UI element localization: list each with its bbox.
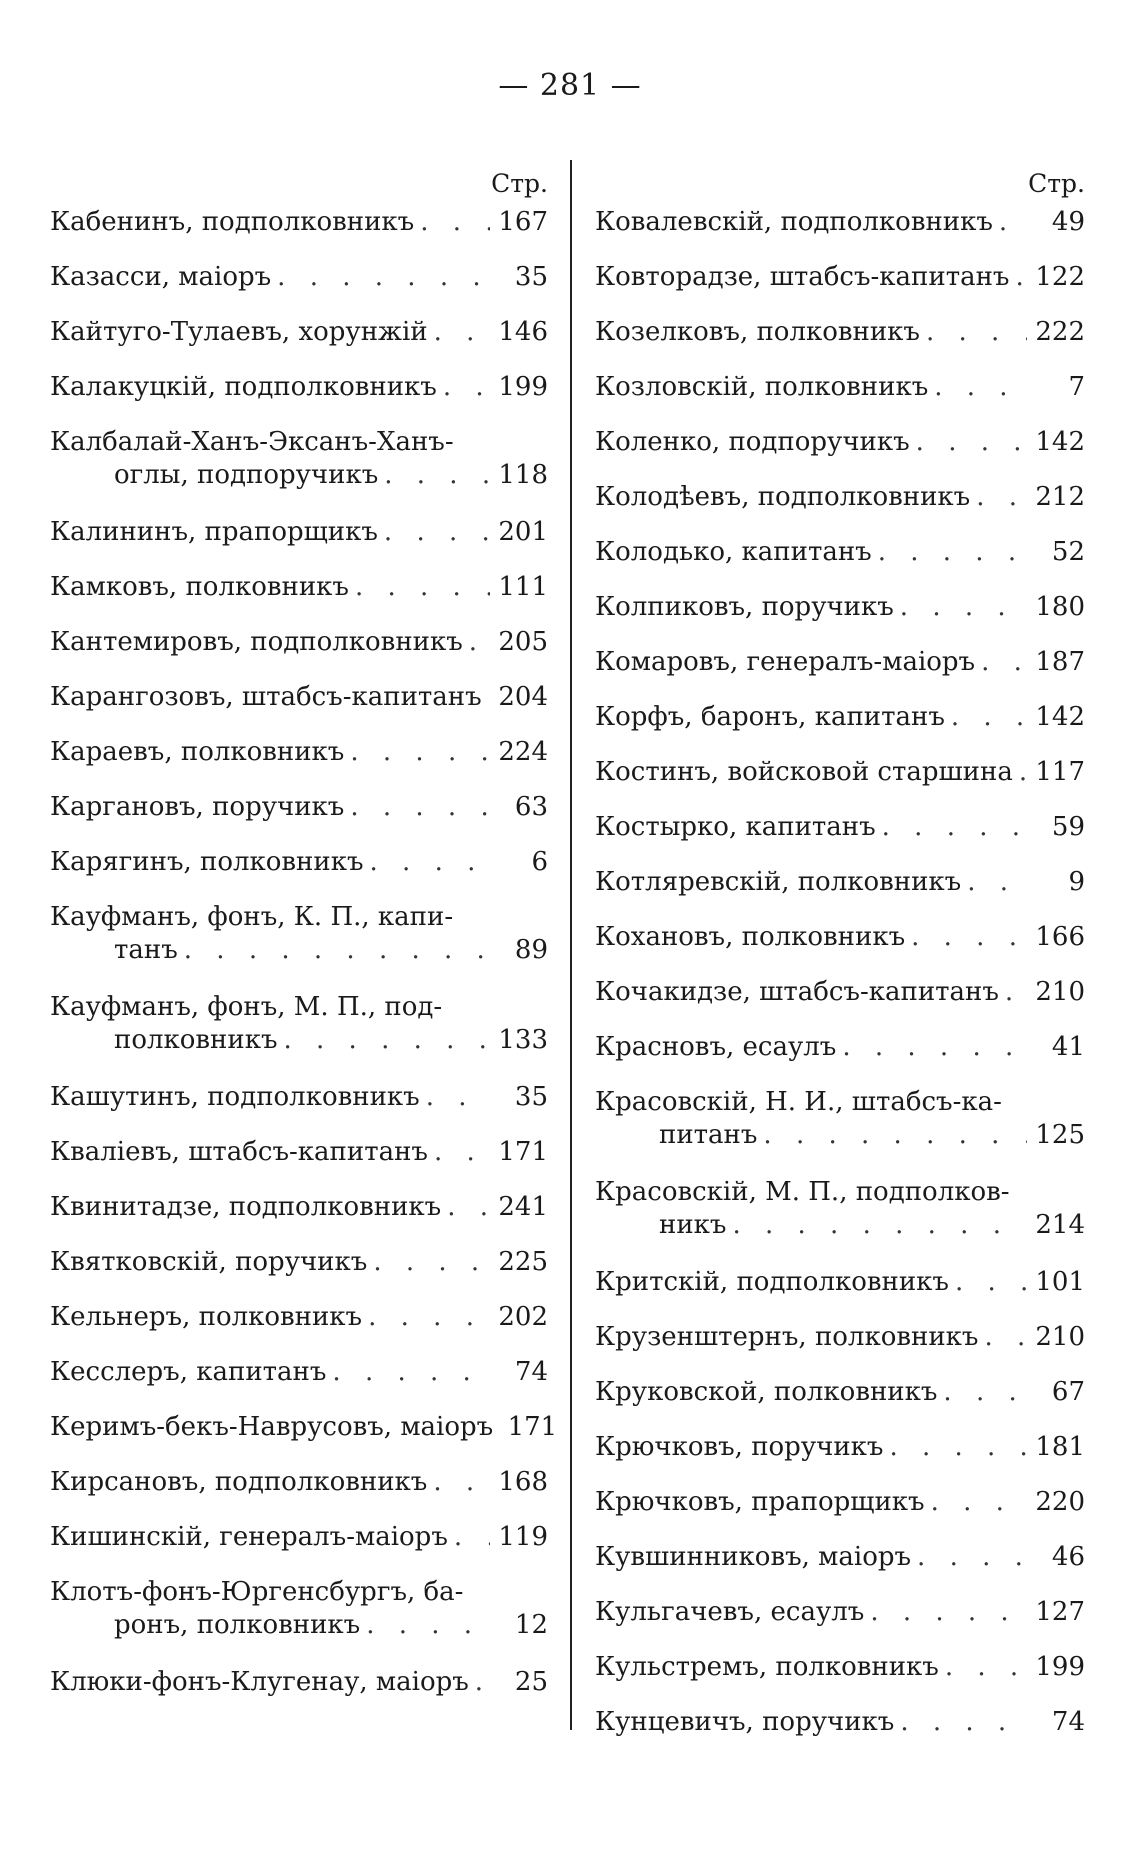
entry-page: 210 (1035, 1322, 1085, 1352)
index-entry (50, 1246, 548, 1301)
entry-name-continuation: ронъ, полковникъ (114, 1610, 361, 1640)
index-entry (50, 1356, 548, 1411)
entry-page: 142 (1035, 427, 1085, 457)
leader-dots (900, 591, 1027, 624)
entry-name: Козелковъ, полковникъ (595, 317, 920, 347)
leader-dots (373, 1246, 490, 1279)
index-list (50, 206, 558, 1721)
index-entry (50, 736, 548, 791)
leader-dots (976, 481, 1027, 514)
index-entry (50, 791, 548, 846)
entry-name: Калбалай-Ханъ-Эксанъ-Ханъ- (50, 427, 454, 457)
entry-page: 35 (514, 262, 548, 292)
entry-page: 49 (1051, 207, 1085, 237)
leader-dots (184, 934, 490, 967)
entry-name: Керимъ-бекъ-Наврусовъ, маіоръ (50, 1412, 494, 1442)
entry-name: Колодѣевъ, подполковникъ (595, 482, 971, 512)
leader-dots (882, 811, 1027, 844)
leader-dots (870, 1596, 1027, 1629)
entry-name: Ковалевскій, подполковникъ (595, 207, 993, 237)
entry-page: 222 (1035, 317, 1085, 347)
entry-page: 119 (498, 1522, 548, 1552)
index-entry (50, 371, 548, 426)
leader-dots (1005, 976, 1027, 1009)
index-entry (50, 1411, 558, 1466)
entry-name: Колодько, капитанъ (595, 537, 872, 567)
index-entry (595, 1431, 1085, 1486)
entry-name: Кочакидзе, штабсъ-капитанъ (595, 977, 999, 1007)
index-entry (50, 1191, 548, 1246)
entry-name: Красновъ, есаулъ (595, 1032, 837, 1062)
index-entry (595, 1266, 1085, 1321)
entry-name: Каргановъ, поручикъ (50, 792, 345, 822)
entry-name: Кайтуго-Тулаевъ, хорунжій (50, 317, 428, 347)
entry-name: Критскій, подполковникъ (595, 1267, 949, 1297)
entry-name: Кауфманъ, фонъ, К. П., капи- (50, 902, 454, 932)
index-entry (595, 1596, 1085, 1651)
leader-dots (911, 921, 1027, 954)
index-entry (595, 701, 1085, 756)
index-list (595, 206, 1085, 1761)
leader-dots (951, 701, 1027, 734)
entry-page: 111 (498, 572, 548, 602)
index-entry (595, 536, 1085, 591)
entry-name: Костырко, капитанъ (595, 812, 876, 842)
entry-name: Камковъ, полковникъ (50, 572, 349, 602)
index-entry (595, 371, 1085, 426)
leader-dots (999, 206, 1027, 239)
leader-dots (889, 1431, 1027, 1464)
entry-name: Кунцевичъ, поручикъ (595, 1707, 895, 1737)
entry-page: 225 (498, 1247, 548, 1277)
index-entry (595, 426, 1085, 481)
entry-page: 7 (1068, 372, 1085, 402)
index-entry (595, 316, 1085, 371)
entry-page: 212 (1035, 482, 1085, 512)
leader-dots (469, 626, 490, 659)
index-entry (50, 1666, 548, 1721)
entry-name: Кульгачевъ, есаулъ (595, 1597, 865, 1627)
index-entry (595, 1486, 1085, 1541)
entry-name-continuation: полковникъ (114, 1025, 278, 1055)
entry-page: 74 (514, 1357, 548, 1387)
entry-name: Квятковскій, поручикъ (50, 1247, 368, 1277)
entry-name: Кишинскій, генералъ-маіоръ (50, 1522, 448, 1552)
entry-page: 171 (507, 1412, 558, 1442)
entry-name: Кауфманъ, фонъ, М. П., под- (50, 992, 443, 1022)
entry-page: 118 (498, 460, 548, 490)
index-entry (50, 261, 548, 316)
index-entry (595, 1176, 1085, 1266)
entry-name: Козловскій, полковникъ (595, 372, 929, 402)
leader-dots (488, 681, 490, 714)
entry-name: Крузенштернъ, полковникъ (595, 1322, 979, 1352)
entry-name: Кашутинъ, подполковникъ (50, 1082, 420, 1112)
leader-dots (1015, 261, 1027, 294)
leader-dots (384, 459, 490, 492)
entry-page: 241 (498, 1192, 548, 1222)
index-entry (50, 1301, 548, 1356)
index-entry (50, 1081, 548, 1136)
index-entry (595, 921, 1085, 976)
entry-name: Кабенинъ, подполковникъ (50, 207, 415, 237)
entry-page: 171 (498, 1137, 548, 1167)
entry-name: Калининъ, прапорщикъ (50, 517, 378, 547)
leader-dots (926, 316, 1027, 349)
entry-name: Кельнеръ, полковникъ (50, 1302, 363, 1332)
leader-dots (370, 846, 490, 879)
column-divider (570, 160, 572, 1730)
leader-dots (967, 866, 1027, 899)
leader-dots (900, 1706, 1027, 1739)
leader-dots (842, 1031, 1027, 1064)
leader-dots (917, 1541, 1027, 1574)
entry-name: Круковской, полковникъ (595, 1377, 938, 1407)
entry-name-continuation: оглы, подпоручикъ (114, 460, 379, 490)
leader-dots (878, 536, 1027, 569)
index-entry (50, 1576, 548, 1666)
entry-name: Корфъ, баронъ, капитанъ (595, 702, 945, 732)
index-entry (50, 991, 548, 1081)
leader-dots (434, 316, 490, 349)
leader-dots (934, 371, 1027, 404)
index-entry (50, 626, 548, 681)
leader-dots (1019, 756, 1027, 789)
entry-name: Кувшинниковъ, маіоръ (595, 1542, 912, 1572)
leader-dots (332, 1356, 490, 1389)
index-entry (595, 1651, 1085, 1706)
entry-name: Коленко, подпоручикъ (595, 427, 910, 457)
entry-page: 127 (1035, 1597, 1085, 1627)
leader-dots (350, 791, 490, 824)
entry-page: 202 (498, 1302, 548, 1332)
entry-name: Караевъ, полковникъ (50, 737, 345, 767)
entry-name: Комаровъ, генералъ-маіоръ (595, 647, 976, 677)
entry-page: 167 (498, 207, 548, 237)
entry-name: Кесслеръ, капитанъ (50, 1357, 327, 1387)
index-entry (50, 571, 548, 626)
entry-page: 46 (1051, 1542, 1085, 1572)
entry-page: 35 (514, 1082, 548, 1112)
leader-dots (420, 206, 490, 239)
entry-page: 180 (1035, 592, 1085, 622)
entry-name: Клюки-фонъ-Клугенау, маіоръ (50, 1667, 469, 1697)
leader-dots (916, 426, 1027, 459)
entry-page: 142 (1035, 702, 1085, 732)
entry-page: 74 (1051, 1707, 1085, 1737)
entry-name: Казасси, маіоръ (50, 262, 272, 292)
index-entry (595, 1086, 1085, 1176)
leader-dots (350, 736, 490, 769)
entry-name: Кантемировъ, подполковникъ (50, 627, 463, 657)
entry-name: Кирсановъ, подполковникъ (50, 1467, 428, 1497)
entry-page: 205 (498, 627, 548, 657)
entry-page: 204 (498, 682, 548, 712)
entry-name: Кульстремъ, полковникъ (595, 1652, 939, 1682)
index-entry (595, 1031, 1085, 1086)
leader-dots (931, 1486, 1027, 1519)
entry-name: Карягинъ, полковникъ (50, 847, 364, 877)
index-entry (595, 866, 1085, 921)
entry-name: Клотъ-фонъ-Юргенсбургъ, ба- (50, 1577, 464, 1607)
leader-dots (366, 1609, 490, 1642)
entry-name: Кваліевъ, штабсъ-капитанъ (50, 1137, 428, 1167)
entry-name: Котляревскій, полковникъ (595, 867, 962, 897)
index-entry (50, 846, 548, 901)
index-entry (50, 206, 548, 261)
entry-page: 166 (1035, 922, 1085, 952)
entry-page: 199 (1035, 1652, 1085, 1682)
index-entry (50, 901, 548, 991)
index-entry (595, 811, 1085, 866)
entry-page: 12 (514, 1610, 548, 1640)
leader-dots (447, 1191, 490, 1224)
entry-name: Крючковъ, поручикъ (595, 1432, 884, 1462)
leader-dots (384, 516, 490, 549)
leader-dots (433, 1466, 490, 1499)
index-entry (595, 481, 1085, 536)
leader-dots (763, 1119, 1027, 1152)
index-entry (50, 516, 548, 571)
leader-dots (945, 1651, 1027, 1684)
index-entry (595, 1706, 1085, 1761)
entry-name: Квинитадзе, подполковникъ (50, 1192, 442, 1222)
entry-page: 210 (1035, 977, 1085, 1007)
index-entry (50, 681, 548, 736)
index-entry (595, 756, 1085, 811)
index-entry (50, 1136, 548, 1191)
index-entry (595, 1376, 1085, 1431)
index-entry (50, 316, 548, 371)
index-entry (595, 1541, 1085, 1596)
index-entry (595, 206, 1085, 261)
index-entry (595, 1321, 1085, 1376)
page-column-header: Стр. (1028, 169, 1085, 198)
entry-page: 9 (1068, 867, 1085, 897)
index-entry (50, 1521, 548, 1576)
entry-page: 25 (514, 1667, 548, 1697)
leader-dots (943, 1376, 1027, 1409)
entry-page: 41 (1051, 1032, 1085, 1062)
index-entry (50, 426, 548, 516)
entry-name-continuation: никъ (659, 1210, 727, 1240)
entry-name: Карангозовъ, штабсъ-капитанъ (50, 682, 482, 712)
right-column (595, 162, 1085, 1761)
entry-name: Калакуцкій, подполковникъ (50, 372, 437, 402)
leader-dots (426, 1081, 490, 1114)
index-entry (50, 1466, 548, 1521)
entry-name: Красовскій, М. П., подполков- (595, 1177, 1010, 1207)
entry-page: 6 (531, 847, 548, 877)
left-column (50, 162, 558, 1721)
entry-page: 201 (498, 517, 548, 547)
leader-dots (955, 1266, 1027, 1299)
index-entry (595, 976, 1085, 1031)
leader-dots (981, 646, 1027, 679)
entry-page: 187 (1035, 647, 1085, 677)
index-entry (595, 261, 1085, 316)
entry-page: 133 (498, 1025, 548, 1055)
index-entry (595, 646, 1085, 701)
entry-page: 63 (514, 792, 548, 822)
leader-dots (475, 1666, 490, 1699)
entry-page: 181 (1035, 1432, 1085, 1462)
entry-name: Кохановъ, полковникъ (595, 922, 906, 952)
entry-page: 224 (498, 737, 548, 767)
entry-page: 52 (1051, 537, 1085, 567)
entry-page: 220 (1035, 1487, 1085, 1517)
leader-dots (368, 1301, 490, 1334)
entry-name: Колпиковъ, поручикъ (595, 592, 894, 622)
leader-dots (443, 371, 490, 404)
entry-name: Костинъ, войсковой старшина (595, 757, 1013, 787)
entry-page: 89 (514, 935, 548, 965)
entry-name: Ковторадзе, штабсъ-капитанъ (595, 262, 1010, 292)
entry-name-continuation: танъ (114, 935, 178, 965)
leader-dots (732, 1209, 1027, 1242)
entry-name: Красовскій, Н. И., штабсъ-ка- (595, 1087, 1002, 1117)
leader-dots (434, 1136, 490, 1169)
entry-page: 199 (498, 372, 548, 402)
entry-page: 122 (1035, 262, 1085, 292)
entry-page: 101 (1035, 1267, 1085, 1297)
entry-page: 67 (1051, 1377, 1085, 1407)
page-number: — 281 — (498, 68, 642, 103)
leader-dots (984, 1321, 1027, 1354)
leader-dots (454, 1521, 490, 1554)
entry-page: 146 (498, 317, 548, 347)
entry-page: 125 (1035, 1120, 1085, 1150)
entry-page: 214 (1035, 1210, 1085, 1240)
index-entry (595, 591, 1085, 646)
entry-page: 168 (498, 1467, 548, 1497)
entry-page: 117 (1035, 757, 1085, 787)
entry-page: 59 (1051, 812, 1085, 842)
entry-name-continuation: питанъ (659, 1120, 758, 1150)
leader-dots (355, 571, 490, 604)
entry-name: Крючковъ, прапорщикъ (595, 1487, 925, 1517)
leader-dots (277, 261, 490, 294)
leader-dots (284, 1024, 491, 1057)
page-column-header: Стр. (491, 169, 548, 198)
